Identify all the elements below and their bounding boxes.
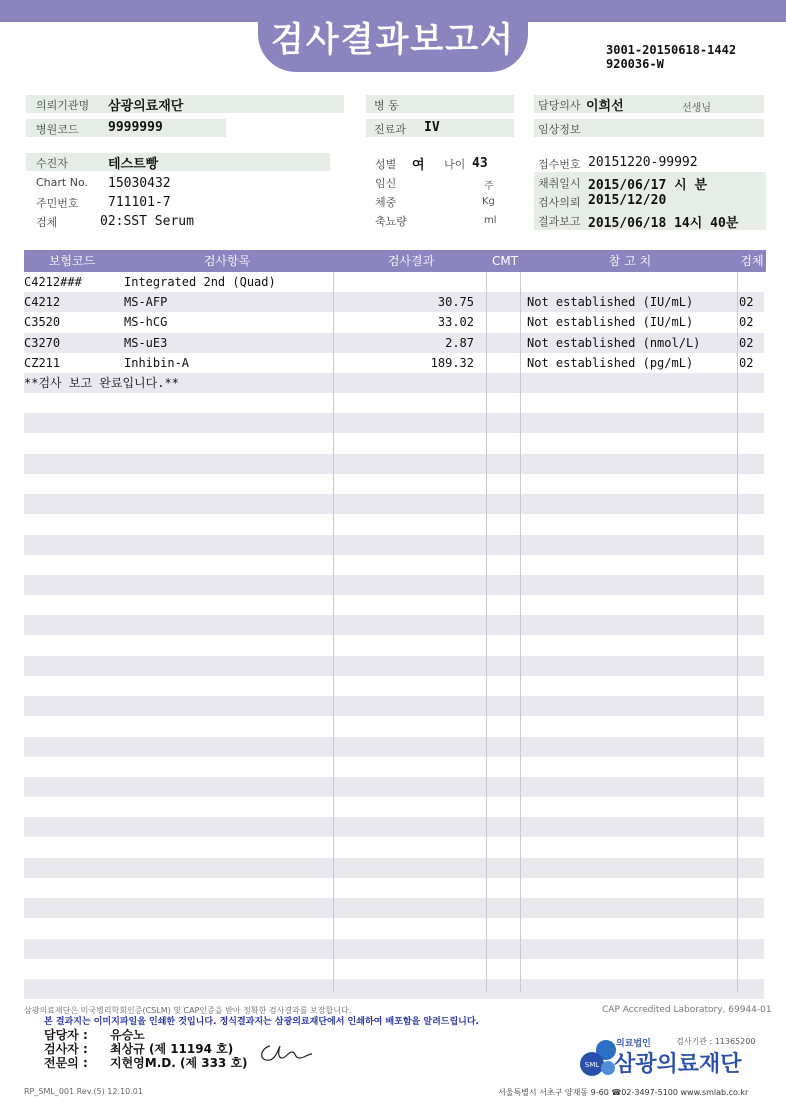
svg-text:SML: SML <box>584 1061 600 1069</box>
cell-specimen: 02 <box>739 335 754 350</box>
table-row-background <box>24 575 764 595</box>
table-row-background <box>24 454 764 474</box>
cell-code: **검사 보고 완료입니다.** <box>24 376 179 390</box>
dept-field <box>366 119 514 137</box>
specimen-value: 02:SST Serum <box>100 214 194 229</box>
table-row-background <box>24 817 764 837</box>
patient-field <box>26 153 330 171</box>
header-reference: 참 고 치 <box>608 254 652 268</box>
cell-reference: Not established (pg/mL) <box>527 355 694 370</box>
cell-specimen: 02 <box>739 315 754 330</box>
table-row-background <box>24 737 764 757</box>
hospital-code-value: 9999999 <box>108 120 163 135</box>
pregnancy-unit: 주 <box>484 181 494 192</box>
table-row <box>24 353 764 373</box>
doctor-label: 담당의사 <box>538 99 581 112</box>
chart-value: 15030432 <box>108 176 171 191</box>
table-row-background <box>24 494 764 514</box>
hospital-code-field <box>26 119 226 137</box>
collect-value: 2015/06/17 시 분 <box>588 178 708 193</box>
table-row-background <box>24 979 764 999</box>
cell-reference: Not established (nmol/L) <box>527 335 701 350</box>
ward-field <box>366 95 514 113</box>
table-row-background <box>24 797 764 817</box>
cell-result: 30.75 <box>437 295 474 310</box>
manager-label: 담당자 : <box>44 1028 88 1042</box>
examiner-label: 검사자 : <box>44 1042 88 1056</box>
table-row-background <box>24 514 764 534</box>
table-row <box>24 272 764 292</box>
cell-item: Integrated 2nd (Quad) <box>124 275 276 289</box>
urine-unit: ml <box>484 215 497 226</box>
dept-value: IV <box>424 120 440 135</box>
print-notice: 본 결과지는 이미지파일을 인쇄한 것입니다. 정식결과지는 삼광의료재단에서 인쇄하여 배포함을 알려드립니다. <box>44 1017 479 1027</box>
table-row-background <box>24 656 764 676</box>
ward-label: 병 동 <box>374 99 399 112</box>
table-row-background <box>24 413 764 433</box>
report-value: 2015/06/18 14시 40분 <box>588 216 739 231</box>
address: 서울특별시 서초구 양재동 9-60 ☎02-3497-5100 www.smlab.co.kr <box>498 1088 749 1097</box>
chart-label: Chart No. <box>36 176 88 189</box>
table-row-background <box>24 716 764 736</box>
age-label: 나이 <box>444 158 466 171</box>
institution-label: 의뢰기관명 <box>36 99 90 112</box>
request-value: 2015/12/20 <box>588 193 667 208</box>
patient-label: 수진자 <box>36 157 68 170</box>
table-row <box>24 292 764 312</box>
table-row-background <box>24 757 764 777</box>
cell-item: Inhibin-A <box>124 355 190 370</box>
header-item: 검사항목 <box>203 254 251 268</box>
collect-label: 채취일시 <box>538 177 581 190</box>
results-table-header <box>24 250 766 272</box>
doctor-suffix: 선생님 <box>682 103 711 114</box>
cell-item: MS-uE3 <box>124 335 168 350</box>
cell-code: C4212 <box>24 295 61 310</box>
foundation-logo-name: 삼광의료재단 <box>614 1052 742 1077</box>
age-value: 43 <box>472 156 488 171</box>
cell-result: 33.02 <box>437 315 474 330</box>
cell-reference: Not established (IU/mL) <box>527 295 694 310</box>
cell-code: CZ211 <box>24 355 61 370</box>
signature-image <box>256 1040 316 1066</box>
table-row <box>24 312 764 332</box>
document-id-line2: 920036-W <box>606 57 664 71</box>
table-row-background <box>24 474 764 494</box>
urine-label: 축뇨량 <box>375 215 407 228</box>
resident-label: 주민번호 <box>36 197 79 210</box>
table-row-background <box>24 535 764 555</box>
clinical-field <box>534 119 764 137</box>
table-row-background <box>24 555 764 575</box>
cap-accreditation: CAP Accredited Laboratory, 69944-01 <box>602 1005 772 1015</box>
table-row-background <box>24 676 764 696</box>
clinical-label: 임상정보 <box>538 123 581 136</box>
sex-value: 여 <box>412 158 425 173</box>
report-title: 검사결과보고서 <box>258 0 528 72</box>
table-row-background <box>24 918 764 938</box>
table-row-background <box>24 696 764 716</box>
cell-specimen: 02 <box>739 295 754 310</box>
license-number: 검사기관 : 11365200 <box>676 1037 756 1046</box>
table-row <box>24 373 764 393</box>
doctor-value: 이희선 <box>586 99 624 114</box>
manager-value: 유승노 <box>110 1028 145 1042</box>
weight-label: 체중 <box>375 196 397 209</box>
cell-specimen: 02 <box>739 355 754 370</box>
resident-value: 711101-7 <box>108 195 171 210</box>
table-row-background <box>24 777 764 797</box>
receipt-label: 접수번호 <box>538 158 581 171</box>
cell-code: C4212### <box>24 275 82 289</box>
header-code: 보험코드 <box>48 254 96 268</box>
table-row-background <box>24 636 764 656</box>
table-row-background <box>24 858 764 878</box>
examiner-value: 최상규 (제 11194 호) <box>110 1042 234 1056</box>
pregnancy-label: 임신 <box>375 177 397 190</box>
cell-item: MS-hCG <box>124 315 168 330</box>
cell-code: C3520 <box>24 315 61 330</box>
table-row-background <box>24 838 764 858</box>
table-row-background <box>24 595 764 615</box>
revision-code: RP_SML_001 Rev.(5) 12.10.01 <box>24 1087 143 1096</box>
doctor-field <box>534 95 764 113</box>
header-cmt: CMT <box>491 254 519 268</box>
specialist-value: 지현영M.D. (제 333 호) <box>110 1056 248 1070</box>
cell-code: C3270 <box>24 335 61 350</box>
accreditation-note: 삼광의료재단은 미국병리학회인증(CSLM) 및 CAP인증을 받아 정확한 검사결과를 보장합니다. <box>24 1006 352 1015</box>
table-row-background <box>24 898 764 918</box>
institution-field <box>26 95 344 113</box>
table-row-background <box>24 434 764 454</box>
weight-unit: Kg <box>482 196 495 207</box>
cell-result: 189.32 <box>430 355 474 370</box>
document-id <box>606 43 736 71</box>
table-row <box>24 333 764 353</box>
specimen-label: 검체 <box>36 216 58 229</box>
table-row-background <box>24 959 764 979</box>
cell-item: MS-AFP <box>124 295 168 310</box>
dept-label: 진료과 <box>374 123 406 136</box>
header-specimen: 검체 <box>740 254 764 268</box>
report-label: 결과보고 <box>538 215 581 228</box>
cell-result: 2.87 <box>445 335 474 350</box>
table-row-background <box>24 393 764 413</box>
request-label: 검사의뢰 <box>538 196 581 209</box>
patient-value: 테스트빵 <box>108 157 159 172</box>
specialist-label: 전문의 : <box>44 1056 88 1070</box>
receipt-value: 20151220-99992 <box>588 155 698 170</box>
document-id-line1: 3001-20150618-1442 <box>606 43 737 57</box>
institution-value: 삼광의료재단 <box>108 99 184 114</box>
cell-reference: Not established (IU/mL) <box>527 315 694 330</box>
hospital-code-label: 병원코드 <box>36 123 79 136</box>
table-row-background <box>24 615 764 635</box>
table-row-background <box>24 878 764 898</box>
logo-subtitle: 의료법인 <box>616 1039 651 1049</box>
header-result: 검사결과 <box>387 254 435 268</box>
table-row-background <box>24 939 764 959</box>
sex-label: 성별 <box>375 158 397 171</box>
